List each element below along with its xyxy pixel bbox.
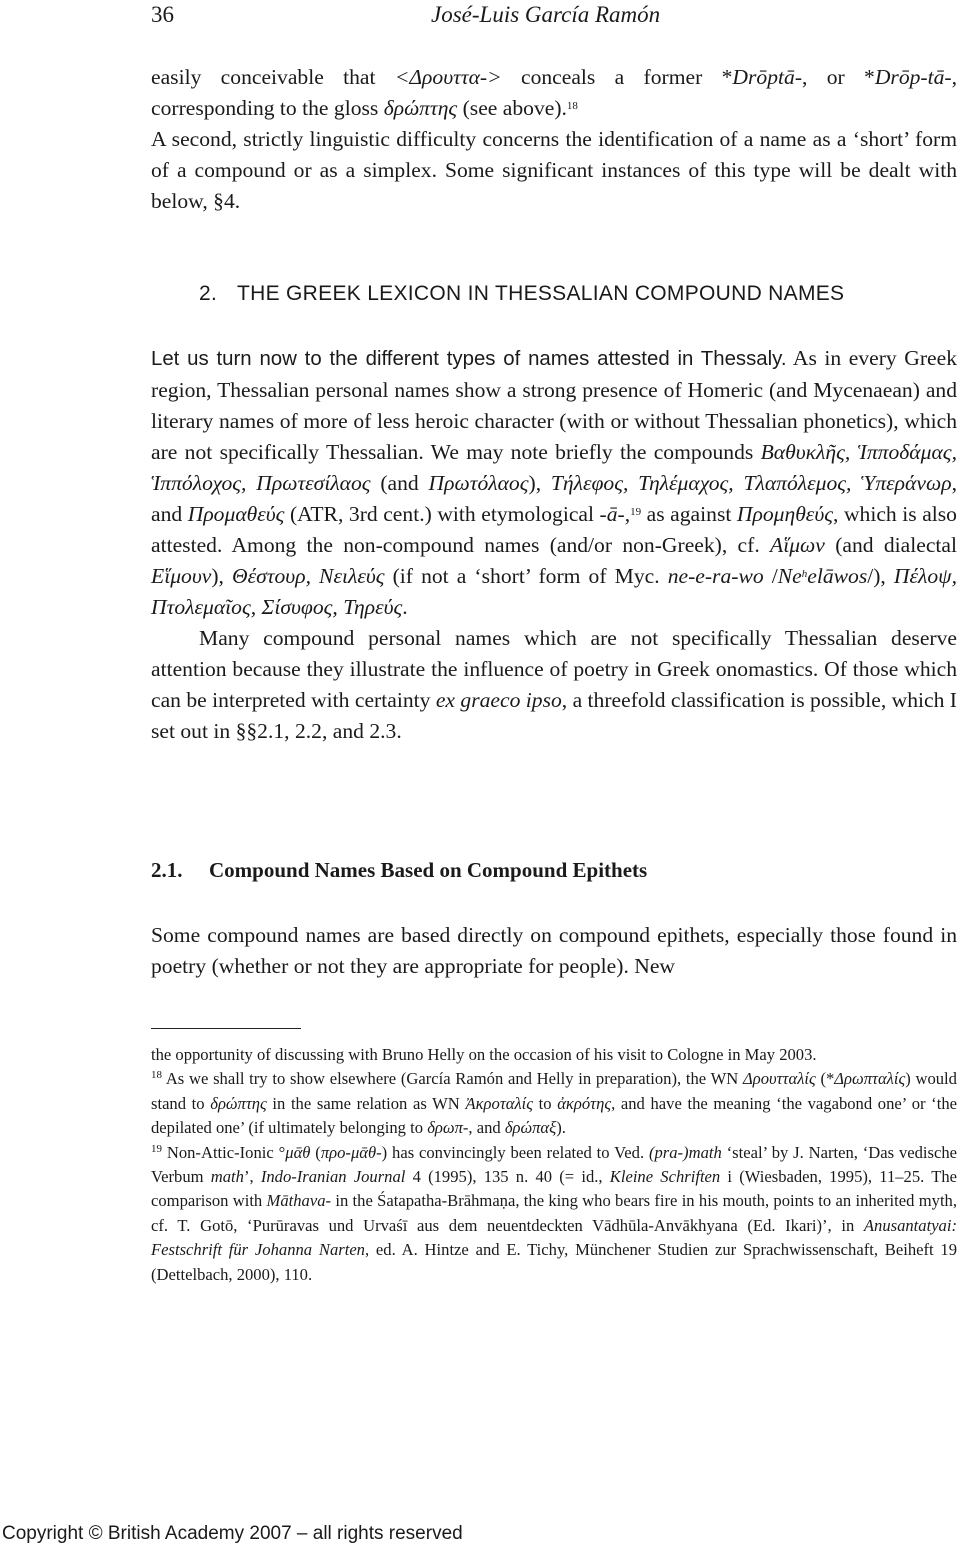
text: ) has convincingly been related to Ved.: [381, 1142, 649, 1162]
text: (ATR, 3rd cent.) with etymological -: [284, 502, 607, 526]
text: Let us turn now to the different types of names attested in Thessaly.: [151, 348, 787, 370]
text: to: [533, 1093, 558, 1113]
text: , and have the meaning ‘the vagabond one’ or ‘the depilated one’ (if ultimately belonging to: [151, 1093, 957, 1138]
text: -, corresponding to the gloss: [151, 65, 958, 120]
italic-text: Kleine Schriften: [609, 1167, 721, 1187]
footnote-19: [151, 1141, 957, 1287]
greek-text: Ἀκροταλίς: [465, 1093, 533, 1113]
footnote-ref-19[interactable]: 19: [630, 506, 642, 518]
text: .: [402, 595, 408, 619]
paragraph-classification: [151, 623, 957, 747]
paragraph-thessaly: [151, 343, 957, 747]
italic-text: ā: [606, 502, 618, 526]
text: Some compound names are based directly on compound epithets, especially those found in poetry (whether or not they are appropriate for people). New: [151, 923, 957, 978]
italic-text: ex graeco ipso: [435, 688, 562, 712]
text: ’,: [243, 1167, 261, 1187]
text: ‘steal’ by J. Narten, ‘Das vedische Verbum: [151, 1142, 957, 1187]
text: (see above).: [457, 96, 567, 120]
text: in the same relation as WN: [266, 1093, 466, 1113]
intro-rest: A second, strictly linguistic difficulty concerns the identification of a name as a ‘short’ form of a compound or as a simplex. Some significant instances of this type will be dealt with below, §4.: [151, 127, 957, 213]
greek-text: δρωπ-: [427, 1118, 469, 1138]
text: ),: [528, 471, 551, 495]
greek-text: Αἵμων: [770, 533, 825, 557]
footnote-18: [151, 1067, 957, 1140]
text: in the Śatapatha-Brāhmaṇa, the king who bears fire in his mouth, points to an inherited myth, cf. T. Gotō, ‘Purūravas und Urvaśī aus dem neuentdeckten Vādhūla-Anvākhyana (Ed. Ikari)’, in: [151, 1191, 958, 1235]
text: , a threefold classification is possible, which I set out in §§2.1, 2.2, and 2.3.: [151, 688, 957, 743]
text: (*: [815, 1069, 835, 1089]
greek-text: προ-μᾱθ-: [320, 1142, 382, 1162]
footnote-continuation: the opportunity of discussing with Bruno Helly on the occasion of his visit to Cologne in May 2003.: [151, 1045, 817, 1064]
text: , and: [151, 471, 957, 526]
text: ).: [556, 1118, 566, 1138]
italic-text: h: [801, 568, 808, 580]
greek-text: Πέλοψ, Πτολεμαῖος, Σίσυφος, Τηρεύς: [151, 564, 957, 619]
section-title: THE GREEK LEXICON IN THESSALIAN COMPOUND NAMES: [237, 282, 845, 305]
text: As in every Greek region, Thessalian personal names show a strong presence of Homeric (and Mycenaean) and literary names of more of less heroic character (with or without Thessalian phonetics), which are not specifically Thessalian. We may note briefly the compounds: [151, 346, 958, 464]
page-header: [151, 0, 811, 36]
italic-text: (pra-)math: [648, 1142, 722, 1162]
running-head: José-Luis García Ramón: [431, 2, 661, 27]
footnote-number: 18: [151, 1069, 162, 1082]
greek-text: Τήλεφος, Τηλέμαχος, Τλαπόλεμος, Ὑπεράνωρ: [550, 471, 952, 495]
italic-text: math: [210, 1167, 244, 1187]
text: ),: [211, 564, 233, 588]
italic-text: elāwos: [807, 564, 868, 588]
text: /),: [867, 564, 894, 588]
subsection-title: Compound Names Based on Compound Epithets: [209, 858, 648, 882]
text: , ed. A. Hintze and E. Tichy, Münchener Studien zur Sprachwissenschaft, Beiheft 19 (Dettelbach, 2000), 110.: [151, 1240, 958, 1284]
italic-text: Drōptā: [732, 65, 795, 89]
greek-text: <Δρουττα->: [394, 65, 502, 89]
text: conceals a former *: [501, 65, 733, 89]
paragraph-epithets: [151, 920, 957, 982]
text: 4 (1995), 135 n. 40 (= id.,: [405, 1167, 610, 1187]
greek-text: δρώπτης: [210, 1093, 267, 1113]
page-number: 36: [151, 2, 174, 27]
greek-text: Δρωπταλίς: [834, 1069, 906, 1089]
intro-paragraph: [151, 62, 957, 217]
text: -,: [617, 502, 631, 526]
text: Many compound personal names which are not specifically Thessalian deserve attention because they illustrate the influence of poetry in Greek onomastics. Of those which can be interpreted with certainty: [151, 626, 957, 712]
greek-text: Εἵμουν: [151, 564, 212, 588]
text: , and: [468, 1118, 505, 1138]
section-number: 2.: [199, 282, 218, 305]
text: i (Wiesbaden, 1995), 11–25. The comparison with: [151, 1167, 957, 1211]
greek-text: Βαθυκλῆς, Ἱπποδάμας, Ἱππόλοχος, Πρωτεσίλαος: [151, 440, 957, 495]
text: (and: [370, 471, 429, 495]
greek-text: Προμαθεύς: [187, 502, 285, 526]
greek-text: Θέστουρ, Νειλεύς: [232, 564, 385, 588]
text: -, or *: [794, 65, 875, 89]
greek-text: Πρωτόλαος: [428, 471, 529, 495]
text: ) would stand to: [151, 1069, 957, 1113]
text: Non-Attic-Ionic °: [162, 1142, 286, 1162]
greek-text: Προμηθεύς: [736, 502, 833, 526]
footnote-ref-18[interactable]: 18: [566, 100, 578, 112]
greek-text: ἀκρότης: [557, 1093, 612, 1113]
text: (if not a ‘short’ form of Myc.: [384, 564, 668, 588]
italic-text: Anusantatyai: Festschrift für Johanna Narten: [151, 1215, 957, 1260]
copyright-footer: Copyright © British Academy 2007 – all rights reserved: [2, 1523, 463, 1544]
italic-text: Indo-Iranian Journal: [260, 1167, 406, 1187]
italic-text: Māthava-: [266, 1191, 332, 1211]
greek-text: δρώπτης: [383, 96, 458, 120]
greek-text: Δρουτταλίς: [742, 1069, 816, 1089]
italic-text: Ne: [777, 564, 802, 588]
greek-text: δρώπαξ: [504, 1118, 557, 1138]
italic-text: ne-e-ra-wo: [667, 564, 764, 588]
text: , which is also attested. Among the non-compound names (and/or non-Greek), cf.: [151, 502, 957, 557]
text: easily conceivable that: [151, 65, 395, 89]
footnote-number: 19: [151, 1142, 162, 1155]
text: /: [763, 564, 778, 588]
footnote-divider: [151, 1028, 301, 1029]
text: (and dialectal: [824, 533, 957, 557]
greek-text: μᾱθ: [285, 1142, 311, 1162]
text: (: [310, 1142, 321, 1162]
italic-text: Drōp-tā: [874, 65, 945, 89]
text: As we shall try to show elsewhere (García Ramón and Helly in preparation), the WN: [162, 1069, 743, 1089]
subsection-number: 2.1.: [151, 858, 183, 882]
footnotes: [151, 1043, 957, 1287]
text: as against: [641, 502, 737, 526]
